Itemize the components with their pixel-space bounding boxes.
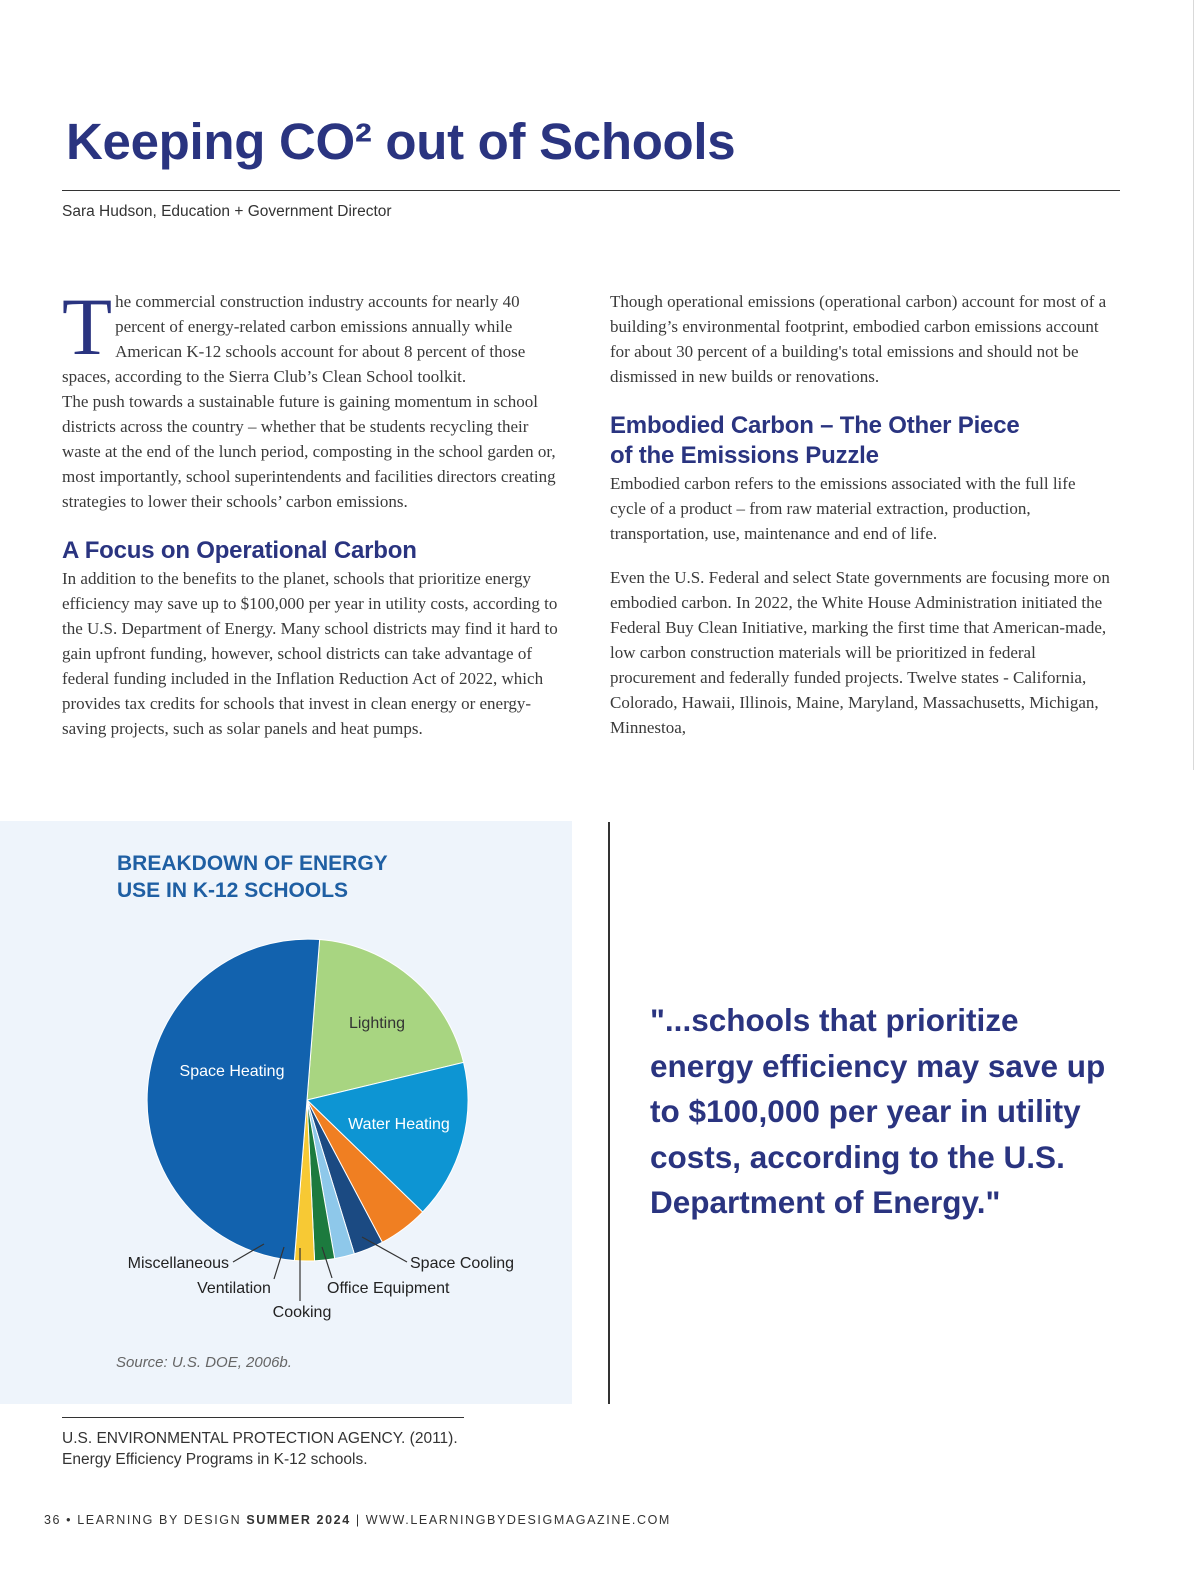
title-divider: [62, 190, 1120, 191]
heading-line-2: of the Emissions Puzzle: [610, 442, 879, 469]
reference-line-2: Energy Efficiency Programs in K-12 schools.: [62, 1451, 368, 1468]
pie-label-ventilation: Ventilation: [197, 1280, 271, 1297]
pie-label-space-heating: Space Heating: [179, 1063, 285, 1080]
chart-title-line-1: BREAKDOWN OF ENERGY: [117, 852, 388, 875]
pie-label-space-cooling: Space Cooling: [410, 1255, 515, 1272]
page-footer: [44, 1513, 671, 1527]
section-heading-operational: A Focus on Operational Carbon: [62, 537, 417, 564]
article-title: Keeping CO² out of Schools: [66, 113, 736, 170]
chart-title-line-2: USE IN K-12 SCHOOLS: [117, 879, 349, 902]
column-divider-line: [608, 822, 610, 1404]
pie-slices: [147, 939, 468, 1261]
pie-label-miscellaneous: Miscellaneous: [127, 1255, 229, 1272]
page-edge-line: [1193, 0, 1194, 770]
pie-label-cooking: Cooking: [272, 1304, 332, 1321]
pie-label-lighting: Lighting: [348, 1015, 406, 1032]
pie-label-water-heating: Water Heating: [348, 1116, 450, 1133]
footer-site: | WWW.LEARNINGBYDESIGMAGAZINE.COM: [355, 1513, 671, 1527]
right-column: [610, 289, 1110, 740]
chart-source: Source: U.S. DOE, 2006b.: [116, 1354, 292, 1371]
byline: Sara Hudson, Education + Government Director: [62, 203, 392, 220]
embodied-paragraph-1: Embodied carbon refers to the emissions associated with the full life cycle of a product – from raw material extraction, production, transportation, use, maintenance and end of life.: [610, 474, 1076, 543]
heading-line-1: Embodied Carbon – The Other Piece: [610, 412, 1020, 439]
footer-issue: SUMMER 2024: [246, 1513, 351, 1527]
right-intro-paragraph: Though operational emissions (operational carbon) account for most of a building’s environmental footprint, embodied carbon emissions account for about 30 percent of a building's total emissions and should not be dismissed in new builds or renovations.: [610, 292, 1107, 386]
footer-page: 36 • LEARNING BY DESIGN: [44, 1513, 242, 1527]
pull-quote: "...schools that prioritize energy efficiency may save up to $100,000 per year in utility costs, according to the U.S. Department of Energy.": [650, 1002, 1106, 1220]
intro-paragraph: [62, 281, 570, 389]
left-column: [62, 281, 570, 741]
reference-line-1: U.S. ENVIRONMENTAL PROTECTION AGENCY. (2011).: [62, 1430, 458, 1447]
embodied-paragraph-2: Even the U.S. Federal and select State governments are focusing more on embodied carbon. In 2022, the White House Administration initiated the Federal Buy Clean Initiative, marking the first time that American-made, low carbon construction materials will be prioritized in federal procurement and federally funded projects. Twelve states - California, Colorado, Hawaii, Illinois, Maine, Maryland, Massachusetts, Michigan, Minnestoa,: [610, 568, 1110, 737]
operational-paragraph: In addition to the benefits to the planet, schools that prioritize energy efficiency may save up to $100,000 per year in utility costs, according to the U.S. Department of Energy. Many school districts may find it hard to gain upfront funding, however, school districts can take advantage of federal funding included in the Inflation Reduction Act of 2022, which provides tax credits for schools that invest in clean energy or energy-saving projects, such as solar panels and heat pumps.: [62, 569, 558, 738]
section-heading-embodied: [610, 411, 1110, 471]
pie-label-office-equipment: Office Equipment: [327, 1280, 450, 1297]
pie-chart: [0, 821, 572, 1351]
pie-slice-space-heating: [147, 939, 320, 1260]
drop-cap: T: [62, 281, 113, 372]
reference: [62, 1428, 458, 1470]
intro-text: he commercial construction industry accounts for nearly 40 percent of energy-related carbon emissions annually while American K-12 schools account for about 8 percent of those spaces, according to the Sierra Club’s Clean School toolkit.: [62, 292, 526, 386]
intro-paragraph-2: The push towards a sustainable future is gaining momentum in school districts across the country – whether that be students recycling their waste at the end of the lunch period, composting in the school garden or, most importantly, school superintendents and facilities directors creating strategies to lower their schools’ carbon emissions.: [62, 392, 556, 511]
reference-divider: [62, 1417, 464, 1418]
